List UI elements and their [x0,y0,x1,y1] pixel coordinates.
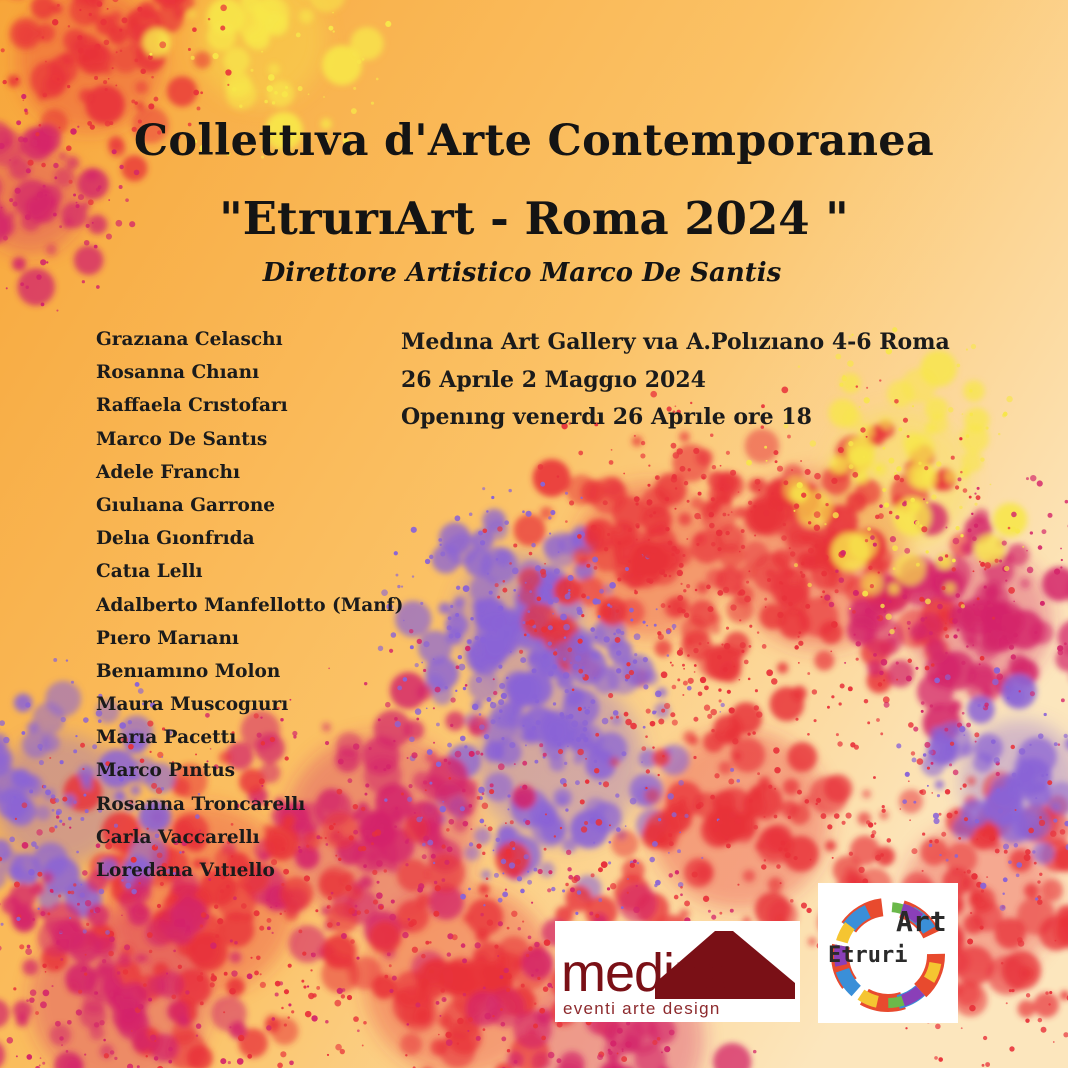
artist-name: Loredana Vıtıello [96,860,275,881]
event-venue: Medına Art Gallery vıa A.Polızıano 4-6 Roma [401,329,950,355]
medina-logo [555,921,800,1022]
page-title: Collettıva d'Arte Contemporanea [133,116,935,166]
artist-name: Maura Muscogıurı [96,694,289,716]
exhibition-name: "EtrurıArt - Roma 2024 " [219,192,849,245]
artist-name: Marco Pıntus [96,760,236,782]
event-dates: 26 Aprıle 2 Maggıo 2024 [401,366,706,393]
artist-name: Pıero Marıanı [96,627,239,649]
artist-name: Marco De Santıs [96,428,268,450]
artist-name: Delıa Gıonfrıda [96,528,255,550]
artist-name: Rosanna Troncarellı [96,793,306,815]
event-info [401,327,950,440]
artist-name: Marıa Pacettı [96,727,237,749]
artist-name: Grazıana Celaschı [96,329,283,350]
artist-name: Carla Vaccarellı [96,826,260,848]
etruriart-logo-art: Art [896,905,947,938]
artist-name: Gıulıana Garrone [96,494,276,516]
artist-list [96,326,403,890]
artist-name: Raffaela Crıstofarı [96,395,288,417]
artistic-director: Direttore Artistico Marco De Santis [262,258,782,288]
artist-name: Rosanna Chıanı [96,362,260,384]
event-opening: Openıng venerdı 26 Aprıle ore 18 [401,404,812,430]
artist-name: Adele Franchı [96,461,241,483]
medina-logo-tagline: eventi arte design [563,999,721,1018]
artist-name: Catıa Lellı [96,561,203,583]
etruriart-logo [818,883,958,1023]
artist-name: Benıamıno Molon [96,660,281,682]
medina-logo-word: medina [561,943,733,1003]
etruriart-logo-etruri: Etruri [828,943,908,968]
artist-name: Adalberto Manfellotto (Manf) [96,594,404,616]
